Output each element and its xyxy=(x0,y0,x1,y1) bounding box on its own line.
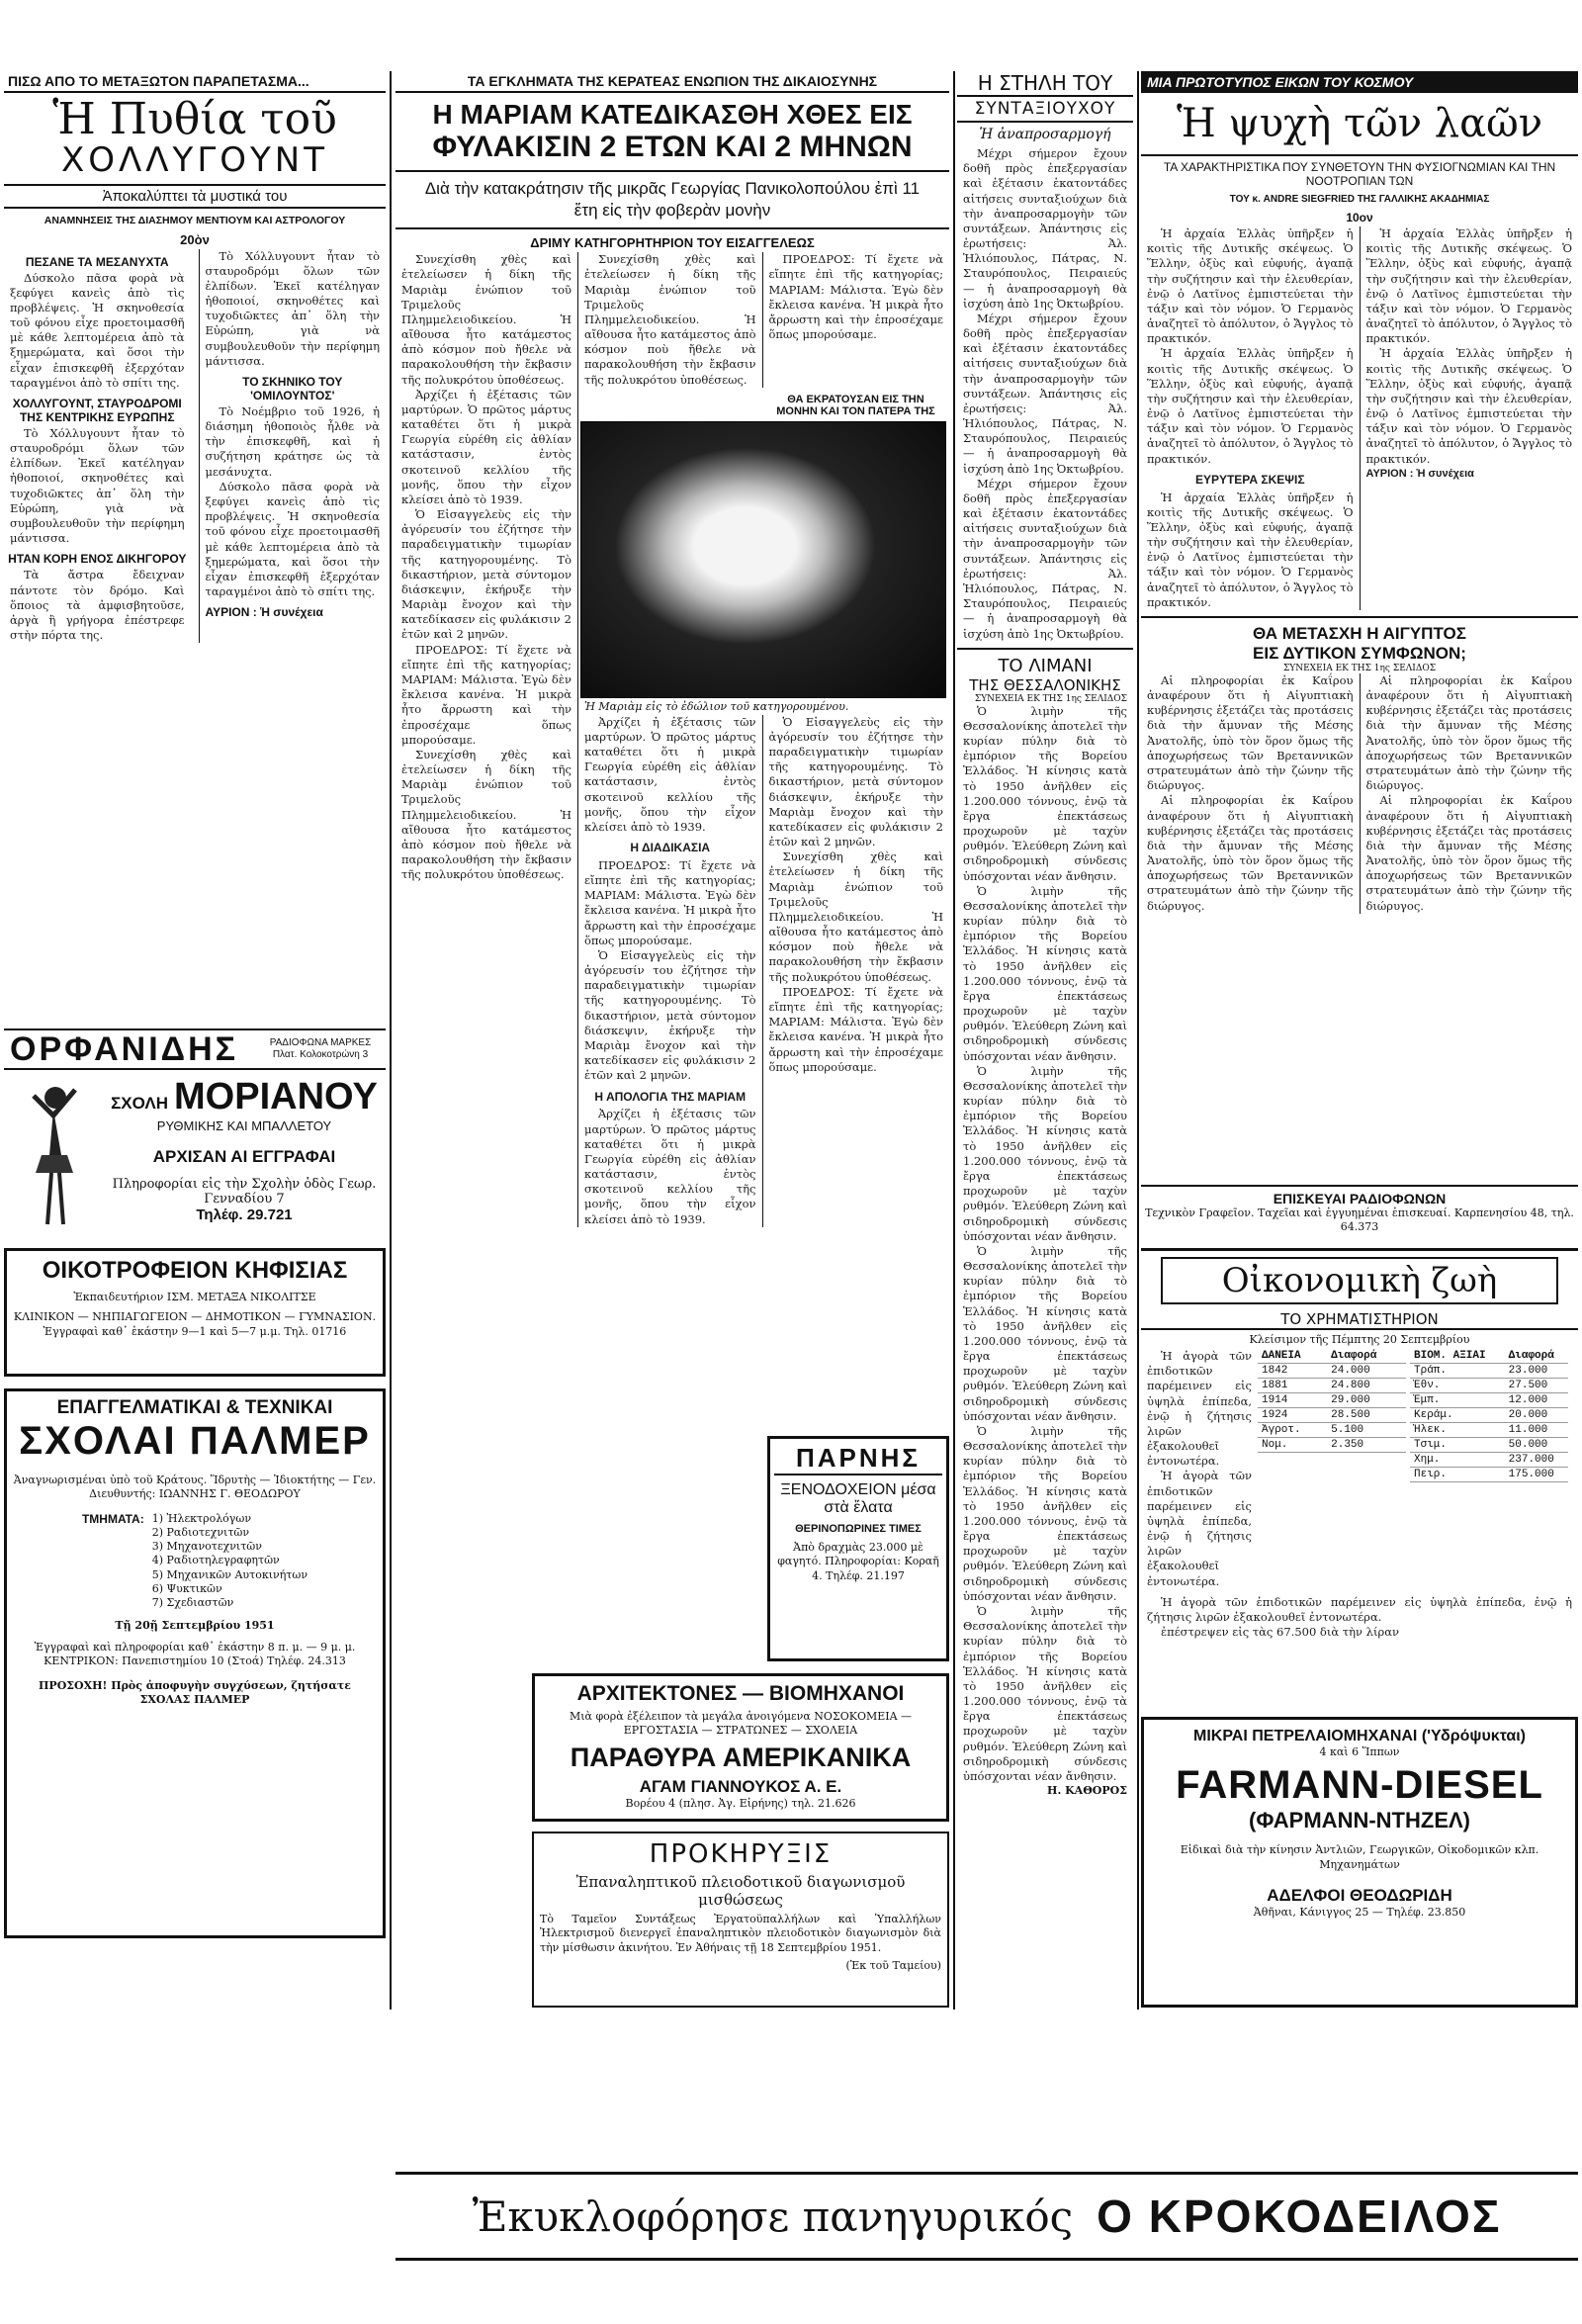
egypt-cont: ΣΥΝΕΧΕΙΑ ΕΚ ΤΗΣ 1ης ΣΕΛΙΔΟΣ xyxy=(1282,663,1437,673)
column-kicker: Η ΣΤΗΛΗ ΤΟΥ xyxy=(957,71,1133,97)
article-text: Αἱ πληροφορίαι ἐκ Καΐρου ἀναφέρουν ὅτι ἡ Αἰγυπτιακὴ κυβέρνησις ἐξετάζει τὰς προτάσεις διὰ τὴν ἄμυναν τῆς Μέσης Ἀνατολῆς, ὑπὸ τὸν ὅρον ὅμως τῆς ἀποχωρήσεως τῶν Βρεταννικῶν στρατευμάτων ἀπὸ τὴν ζώνην τῆς διώρυγος. xyxy=(1147,793,1354,913)
article-text: Τὸ Χόλλυγουντ ἦταν τὸ σταυροδρόμι ὅλων τῶν ἐλπίδων. Ἐκεῖ κατέληγαν ἠθοποιοί, σκηνοθέτες καὶ τυχοδιῶκτες ἀπ᾽ ὅλη τὴν Εὐρώπη, γιὰ νὰ συμβουλευθοῦν τὴν περίφημη μάντισσα. xyxy=(205,248,380,368)
ad-morianou-sub: ΡΥΘΜΙΚΗΣ ΚΑΙ ΜΠΑΛΛΕΤΟΥ xyxy=(156,1118,332,1133)
table-cell: Χημ. xyxy=(1410,1453,1505,1468)
table-row xyxy=(1258,1408,1406,1423)
table-cell: 23.000 xyxy=(1505,1364,1568,1379)
article-text: Τὸ Νοέμβριο τοῦ 1926, ἡ διάσημη ἠθοποιὸς ἦλθε νὰ τὴν ἐπισκεφθῆ, καὶ ἡ συζήτηση κράτησε ὡς τὰ μεσάνυχτα. xyxy=(205,403,380,479)
part-number: 20ὸν xyxy=(180,231,210,247)
ad-architects-sub: Μιὰ φορὰ ἐξέλειπον τὰ μεγάλα ἀνοιγόμενα ΝΟΣΟΚΟΜΕΙΑ — ΕΡΓΟΣΤΑΣΙΑ — ΣΤΡΑΤΩΝΕΣ — ΣΧΟΛΕΙΑ xyxy=(569,1710,913,1738)
article-text: Ὁ λιμὴν τῆς Θεσσαλονίκης ἀποτελεῖ τὴν κυρίαν πύλην διὰ τὸ ἐμπόριον τῆς Βορείου Ἑλλάδος. Ἡ κίνησις κατὰ τὸ 1950 ἀνῆλθεν εἰς 1.200.000 τόννους, ἐνῷ τὰ ἔργα ἐπεκτάσεως προχωροῦν μὲ ταχὺν ρυθμόν. Ἐλεύθερη Ζώνη καὶ σιδηροδρομικὴ σύνδεσις ὑπόσχονται νέαν ἄνθησιν. xyxy=(963,1603,1127,1783)
ad-palmer xyxy=(4,1388,386,1938)
dancer-icon xyxy=(4,1076,103,1234)
footer-banner xyxy=(396,2172,1578,2261)
ad-farmann-name-gr: (ΦΑΡΜΑΝΝ-ΝΤΗΖΕΛ) xyxy=(1249,1808,1470,1833)
kicker-pythia: ΠΙΣΩ ΑΠΟ ΤΟ ΜΕΤΑΞΩΤΟΝ ΠΑΡΑΠΕΤΑΣΜΑ... xyxy=(4,71,386,93)
ad-palmer-top: ΕΠΑΓΓΕΛΜΑΤΙΚΑΙ & ΤΕΧΝΙΚΑΙ xyxy=(56,1397,333,1418)
section-head-scene: ΤΟ ΣΚΗΝΙΚΟ ΤΟΥ 'ΟΜΙΛΟΥΝΤΟΣ' xyxy=(242,374,343,402)
table-cell: Ἐθν. xyxy=(1410,1379,1505,1393)
section-procedure: Η ΔΙΑΔΙΚΑΣΙΑ xyxy=(630,841,711,855)
table-cell: 1924 xyxy=(1258,1408,1327,1423)
article-text: Συνεχίσθη χθὲς καὶ ἐτελείωσεν ἡ δίκη τῆς Μαριὰμ ἐνώπιον τοῦ Τριμελοῦς Πλημμελειοδικείου. Ἡ αἴθουσα ἦτο κατάμεστος ἀπὸ κόσμον ποὺ ἤθελε νὰ παρακολουθήση τὴν ἔκβασιν τῆς πολυκρότου ὑποθέσεως. xyxy=(768,849,943,984)
article-text: Ὁ Εἰσαγγελεὺς εἰς τὴν ἀγόρευσίν του ἐζήτησε τὴν παραδειγματικὴν τιμωρίαν τῆς κατηγορουμένης. Τὸ δικαστήριον, μετὰ σύντομον διάσκεψιν, ἐκήρυξε τὴν Μαριὰμ ἔνοχον καὶ τὴν κατεδίκασεν εἰς φυλάκισιν 2 ἐτῶν καὶ 2 μηνῶν. xyxy=(768,714,943,849)
ad-farmann-hp: 4 καὶ 6 Ἵππων xyxy=(1319,1745,1400,1758)
ad-parnis-text: Ἀπὸ δραχμὰς 23.000 μὲ φαγητό. Πληροφορίαι: Κοραῆ 4. Τηλέφ. 21.197 xyxy=(777,1541,939,1582)
deck-pythia: Ἀποκαλύπτει τὰ μυστικά του xyxy=(4,184,386,209)
article-text: Ὁ Εἰσαγγελεὺς εἰς τὴν ἀγόρευσίν του ἐζήτησε τὴν παραδειγματικὴν τιμωρίαν τῆς κατηγορουμένης. Τὸ δικαστήριον, μετὰ σύντομον διάσκεψιν, ἐκήρυξε τὴν Μαριὰμ ἔνοχον καὶ τὴν κατεδίκασεν εἰς φυλάκισιν 2 ἐτῶν καὶ 2 μηνῶν. xyxy=(584,947,756,1083)
table-cell: 20.000 xyxy=(1505,1408,1568,1423)
notice-sub: Ἐπαναληπτικοῦ πλειοδοτικοῦ διαγωνισμοῦ μισθώσεως xyxy=(575,1873,906,1909)
article-text: Αἱ πληροφορίαι ἐκ Καΐρου ἀναφέρουν ὅτι ἡ Αἰγυπτιακὴ κυβέρνησις ἐξετάζει τὰς προτάσεις διὰ τὴν ἄμυναν τῆς Μέσης Ἀνατολῆς, ὑπὸ τὸν ὅρον ὅμως τῆς ἀποχωρήσεως τῶν Βρεταννικῶν στρατευμάτων ἀπὸ τὴν ζώνην τῆς διώρυγος. xyxy=(1365,672,1572,793)
column-1 xyxy=(4,71,386,1021)
article-text: Μέχρι σήμερον ἔχουν δοθῆ πρὸς ἐπεξεργασίαν καὶ ἐξέτασιν ἑκατοντάδες αἰτήσεις συνταξιούχων διὰ τὴν ἀναπροσαρμογὴν τῶν συντάξεων. Ἀπάντησις εἰς ἐρωτήσεις: Ἀλ. Ἡλιόπουλος, Πάτρας, Ν. Σταυρόπουλος, Πειραιεύς — ἡ ἀναπροσαρμογὴ θὰ ἰσχύση ἀπὸ 1ης Ὀκτωβρίου. xyxy=(963,476,1127,641)
article-text: Ὁ Εἰσαγγελεὺς εἰς τὴν ἀγόρευσίν του ἐζήτησε τὴν παραδειγματικὴν τιμωρίαν τῆς κατηγορουμένης. Τὸ δικαστήριον, μετὰ σύντομον διάσκεψιν, ἐκήρυξε τὴν Μαριὰμ ἔνοχον καὶ τὴν κατεδίκασεν εἰς φυλάκισιν 2 ἐτῶν καὶ 2 μηνῶν. xyxy=(401,507,571,642)
ad-farmann-text: Εἰδικαὶ διὰ τὴν κίνησιν Ἀντλιῶν, Γεωργικῶν, Οἰκοδομικῶν κλπ. Μηχανημάτων xyxy=(1180,1843,1539,1871)
article-text: Μέχρι σήμερον ἔχουν δοθῆ πρὸς ἐπεξεργασίαν καὶ ἐξέτασιν ἑκατοντάδες αἰτήσεις συνταξιούχων διὰ τὴν ἀναπροσαρμογὴν τῶν συντάξεων. Ἀπάντησις εἰς ἐρωτήσεις: Ἀλ. Ἡλιόπουλος, Πάτρας, Ν. Σταυρόπουλος, Πειραιεύς — ἡ ἀναπροσαρμογὴ θὰ ἰσχύση ἀπὸ 1ης Ὀκτωβρίου. xyxy=(963,146,1127,311)
ad-farmann-address: Ἀθῆναι, Κάνιγγος 25 — Τηλέφ. 23.850 xyxy=(1253,1905,1466,1919)
article-text: Ἀρχίζει ἡ ἐξέτασις τῶν μαρτύρων. Ὁ πρῶτος μάρτυς καταθέτει ὅτι ἡ μικρὰ Γεωργία εὑρέθη εἰς ἀθλίαν κατάστασιν, ἐντὸς σκοτεινοῦ κελλίου τῆς μονῆς, ὅπου τὴν εἶχον κλείσει ἀπὸ τὸ 1939. xyxy=(584,1107,756,1226)
economy-sub: ΤΟ ΧΡΗΜΑΤΙΣΤΗΡΙΟΝ xyxy=(1141,1310,1578,1330)
table-row xyxy=(1258,1438,1406,1453)
radio-head: ΕΠΙΣΚΕΥΑΙ ΡΑΔΙΟΦΩΝΩΝ xyxy=(1273,1191,1447,1207)
article-text: Ἡ ἀρχαία Ἑλλὰς ὑπῆρξεν ἡ κοιτὶς τῆς Δυτικῆς σκέψεως. Ὁ Ἕλλην, ὀξὺς καὶ εὐφυής, ἀγαπᾷ τὴν συζήτησιν καὶ τὴν ἐλευθερίαν, ἐνῷ ὁ Λατῖνος ἐμπιστεύεται τὴν τάξιν καὶ τὸν νόμον. Ὁ Γερμανὸς ἀναζητεῖ τὸ ἀπόλυτον, ὁ Ἄγγλος τὸ πρακτικόν. xyxy=(1365,226,1572,346)
column-title: ΣΥΝΤΑΞΙΟΥΧΟΥ xyxy=(957,97,1133,123)
ad-palmer-name: ΣΧΟΛΑΙ ΠΑΛΜΕΡ xyxy=(19,1419,371,1463)
footer-lead: Ἐκυκλοφόρησε πανηγυρικός xyxy=(472,2191,1074,2241)
ad-morianou-phone: Τηλέφ. 29.721 xyxy=(196,1207,293,1223)
economy-title: Οἰκονομικὴ ζωὴ xyxy=(1161,1257,1558,1304)
headline-pythia-line1: Ἡ Πυθία τοῦ xyxy=(52,94,337,144)
department-item: 7) Σχεδιαστῶν xyxy=(151,1596,234,1610)
ad-architects xyxy=(532,1673,949,1822)
ad-parnis-title: ΠΑΡΝΗΣ xyxy=(774,1443,942,1475)
section-head-midnight: ΠΕΣΑΝΕ ΤΑ ΜΕΣΑΝΥΧΤΑ xyxy=(25,254,169,269)
deck-souls: ΤΑ ΧΑΡΑΚΤΗΡΙΣΤΙΚΑ ΠΟΥ ΣΥΝΘΕΤΟΥΝ ΤΗΝ ΦΥΣΙΟΓΝΩΜΙΑΝ ΚΑΙ ΤΗΝ ΝΟΟΤΡΟΠΙΑΝ ΤΩΝ xyxy=(1141,154,1578,188)
ad-parnis-prices: ΘΕΡΙΝΟΠΩΡΙΝΕΣ ΤΙΜΕΣ xyxy=(795,1523,922,1535)
department-item: 2) Ραδιοτεχνιτῶν xyxy=(151,1525,250,1539)
department-item: 6) Ψυκτικῶν xyxy=(151,1582,222,1596)
table-cell: 27.500 xyxy=(1505,1379,1568,1393)
department-item: 4) Ραδιοτηλεγραφητῶν xyxy=(151,1554,280,1567)
section-apology: Η ΑΠΟΛΟΓΙΑ ΤΗΣ ΜΑΡΙΑΜ xyxy=(594,1089,747,1104)
table-cell: 12.000 xyxy=(1505,1393,1568,1408)
ad-orfanidis xyxy=(4,1028,386,1070)
article-text: Ἡ ἀρχαία Ἑλλὰς ὑπῆρξεν ἡ κοιτὶς τῆς Δυτικῆς σκέψεως. Ὁ Ἕλλην, ὀξὺς καὶ εὐφυής, ἀγαπᾷ τὴν συζήτησιν καὶ τὴν ἐλευθερίαν, ἐνῷ ὁ Λατῖνος ἐμπιστεύεται τὴν τάξιν καὶ τὸν νόμον. Ὁ Γερμανὸς ἀναζητεῖ τὸ ἀπόλυτον, ὁ Ἄγγλος τὸ πρακτικόν. xyxy=(1365,346,1572,466)
article-text: Ἡ ἀγορὰ τῶν ἐπιδοτικῶν παρέμεινεν εἰς ὑψηλὰ ἐπίπεδα, ἐνῷ ἡ ζήτησις λιρῶν ἐξακολουθεῖ ἐντονωτέρα. xyxy=(1147,1469,1252,1588)
section-head-lawyer: ΗΤΑΝ ΚΟΡΗ ΕΝΟΣ ΔΙΚΗΓΟΡΟΥ xyxy=(8,552,187,567)
table-cell: 11.000 xyxy=(1505,1423,1568,1438)
headline-souls: Ἡ ψυχὴ τῶν λαῶν xyxy=(1176,101,1543,146)
table-cell: 1914 xyxy=(1258,1393,1327,1408)
article-text: Δύσκολο πᾶσα φορὰ νὰ ξεφύγει κανεὶς ἀπὸ τὶς προβλέψεις. Ἡ σκηνοθεσία τοῦ φόνου εἶχε προετοιμασθῆ μὲ κάθε λεπτομέρεια ἀπὸ τὰ ξημερώματα, καὶ ὅσοι τὴν εἶχαν ἐπισκεφθῆ ἐξερχόταν ταραγμένοι ἀπὸ τὸ σπίτι της. xyxy=(10,270,185,390)
ad-orfanidis-side: ΡΑΔΙΟΦΩΝΑ ΜΑΡΚΕΣ Πλατ. Κολοκοτρώνη 3 xyxy=(269,1037,372,1060)
article-text: Ἀρχίζει ἡ ἐξέτασις τῶν μαρτύρων. Ὁ πρῶτος μάρτυς καταθέτει ὅτι ἡ μικρὰ Γεωργία εὑρέθη εἰς ἀθλίαν κατάστασιν, ἐντὸς σκοτεινοῦ κελλίου τῆς μονῆς, ὅπου τὴν εἶχον κλείσει ἀπὸ τὸ 1939. xyxy=(584,714,756,834)
table-row xyxy=(1258,1379,1406,1393)
bonds-table xyxy=(1258,1349,1406,1453)
article-text: Ἡ ἀρχαία Ἑλλὰς ὑπῆρξεν ἡ κοιτὶς τῆς Δυτικῆς σκέψεως. Ὁ Ἕλλην, ὀξὺς καὶ εὐφυής, ἀγαπᾷ τὴν συζήτησιν καὶ τὴν ἐλευθερίαν, ἐνῷ ὁ Λατῖνος ἐμπιστεύεται τὴν τάξιν καὶ τὸν νόμον. Ὁ Γερμανὸς ἀναζητεῖ τὸ ἀπόλυτον, ὁ Ἄγγλος τὸ πρακτικόν. xyxy=(1147,490,1354,609)
column-subtitle: Ἡ ἀναπροσαρμογή xyxy=(979,127,1111,142)
ad-morianou-info: Πληροφορίαι εἰς τὴν Σχολὴν ὁδὸς Γεωρ. Γενναδίου 7 xyxy=(112,1177,377,1207)
sovereign-price: ἐπέστρεψεν εἰς τὰς 67.500 διὰ τὴν λίραν xyxy=(1161,1625,1399,1640)
section-wider-thinking: ΕΥΡΥΤΕΡΑ ΣΚΕΨΙΣ xyxy=(1194,472,1305,487)
section-head-hollywood: ΧΟΛΛΥΓΟΥΝΤ, ΣΤΑΥΡΟΔΡΟΜΙ ΤΗΣ ΚΕΝΤΡΙΚΗΣ ΕΥΡΩΠΗΣ xyxy=(12,396,182,424)
table-cell: 1842 xyxy=(1258,1364,1327,1379)
harbor-head-1: ΤΟ ΛΙΜΑΝΙ xyxy=(998,655,1093,676)
photo-head: ΘΑ ΕΚΡΑΤΟΥΣΑΝ ΕΙΣ ΤΗΝ ΜΟΝΗΝ ΚΑΙ ΤΟΝ ΠΑΤΕΡΑ ΤΗΣ xyxy=(776,393,935,417)
continue-tomorrow: ΑΥΡΙΟΝ : Ἡ συνέχεια xyxy=(1365,467,1474,480)
table-cell: 1881 xyxy=(1258,1379,1327,1393)
article-text: ΠΡΟΕΔΡΟΣ: Τί ἔχετε νὰ εἴπητε ἐπὶ τῆς κατηγορίας; ΜΑΡΙΑΜ: Μάλιστα. Ἐγὼ δὲν ἔκλεισα κανένα. Ἡ μικρὰ ἦτο ἄρρωστη καὶ τὴν ἐπροσέχαμε ὅπως μπορούσαμε. xyxy=(584,857,756,947)
ad-palmer-depts xyxy=(152,1512,308,1611)
article-text: Ὁ λιμὴν τῆς Θεσσαλονίκης ἀποτελεῖ τὴν κυρίαν πύλην διὰ τὸ ἐμπόριον τῆς Βορείου Ἑλλάδος. Ἡ κίνησις κατὰ τὸ 1950 ἀνῆλθεν εἰς 1.200.000 τόννους, ἐνῷ τὰ ἔργα ἐπεκτάσεως προχωροῦν μὲ ταχὺν ρυθμόν. Ἐλεύθερη Ζώνη καὶ σιδηροδρομικὴ σύνδεσις ὑπόσχονται νέαν ἄνθησιν. xyxy=(963,883,1127,1063)
ad-parnis xyxy=(767,1436,949,1661)
article-text: Μέχρι σήμερον ἔχουν δοθῆ πρὸς ἐπεξεργασίαν καὶ ἐξέτασιν ἑκατοντάδες αἰτήσεις συνταξιούχων διὰ τὴν ἀναπροσαρμογὴν τῶν συντάξεων. Ἀπάντησις εἰς ἐρωτήσεις: Ἀλ. Ἡλιόπουλος, Πάτρας, Ν. Σταυρόπουλος, Πειραιεύς — ἡ ἀναπροσαρμογὴ θὰ ἰσχύση ἀπὸ 1ης Ὀκτωβρίου. xyxy=(963,311,1127,476)
table-header: ΒΙΟΜ. ΑΞΙΑΙ xyxy=(1410,1349,1505,1364)
kicker-keratea: ΤΑ ΕΓΚΛΗΜΑΤΑ ΤΗΣ ΚΕΡΑΤΕΑΣ ΕΝΩΠΙΟΝ ΤΗΣ ΔΙΚΑΙΟΣΥΝΗΣ xyxy=(396,71,949,93)
ad-palmer-address: Ἐγγραφαὶ καὶ πληροφορίαι καθ᾽ ἑκάστην 8 π. μ. — 9 μ. μ. ΚΕΝΤΡΙΚΟΝ: Πανεπιστημίου 10 (Στοά) Τηλέφ. 24.313 xyxy=(34,1640,356,1668)
table-cell: Ἀγροτ. xyxy=(1258,1423,1327,1438)
article-text: ΠΡΟΕΔΡΟΣ: Τί ἔχετε νὰ εἴπητε ἐπὶ τῆς κατηγορίας; ΜΑΡΙΑΜ: Μάλιστα. Ἐγὼ δὲν ἔκλεισα κανένα. Ἡ μικρὰ ἦτο ἄρρωστη καὶ τὴν ἐπροσέχαμε ὅπως μπορούσαμε. xyxy=(401,642,571,747)
table-header: Διαφορά xyxy=(1327,1349,1406,1364)
subhead-prosecutor: ΔΡΙΜΥ ΚΑΤΗΓΟΡΗΤΗΡΙΟΝ ΤΟΥ ΕΙΣΑΓΓΕΛΕΩΣ xyxy=(530,235,815,251)
headline-pythia-line2: ΧΟΛΛΥΓΟΥΝΤ xyxy=(60,140,328,181)
byline-pythia: ΑΝΑΜΝΗΣΕΙΣ ΤΗΣ ΔΙΑΣΗΜΟΥ ΜΕΝΤΙΟΥΜ ΚΑΙ ΑΣΤΡΟΛΟΓΟΥ xyxy=(44,214,346,226)
table-row xyxy=(1258,1423,1406,1438)
notice-prokiryxis xyxy=(532,1832,949,2008)
footer-name: Ο ΚΡΟΚΟΔΕΙΛΟΣ xyxy=(1097,2190,1502,2242)
ad-palmer-note: ΠΡΟΣΟΧΗ! Πρὸς ἀποφυγὴν συγχύσεων, ζητήσατε ΣΧΟΛΑΣ ΠΑΛΜΕΡ xyxy=(39,1678,351,1706)
article-text: Συνεχίσθη χθὲς καὶ ἐτελείωσεν ἡ δίκη τῆς Μαριὰμ ἐνώπιον τοῦ Τριμελοῦς Πλημμελειοδικείου. Ἡ αἴθουσα ἦτο κατάμεστος ἀπὸ κόσμον ποὺ ἤθελε νὰ παρακολουθήση τὴν ἔκβασιν τῆς πολυκρότου ὑποθέσεως. xyxy=(584,252,756,387)
table-cell: Ἠλεκ. xyxy=(1410,1423,1505,1438)
column-rule xyxy=(390,71,392,2010)
table-header: Διαφορά xyxy=(1505,1349,1568,1364)
table-header: ΔΑΝΕΙΑ xyxy=(1258,1349,1327,1364)
economy-section xyxy=(1141,1248,1578,1703)
ad-farmann-diesel xyxy=(1141,1717,1578,2008)
table-row xyxy=(1258,1364,1406,1379)
ad-palmer-date: Τῇ 20ῇ Σεπτεμβρίου 1951 xyxy=(115,1618,275,1632)
table-row xyxy=(1410,1364,1568,1379)
continue-tomorrow: ΑΥΡΙΟΝ : Ἡ συνέχεια xyxy=(205,605,323,620)
table-cell: Πειρ. xyxy=(1410,1468,1505,1482)
harbor-head-2: ΤΗΣ ΘΕΣΣΑΛΟΝΙΚΗΣ xyxy=(969,675,1121,694)
article-text: Ὁ λιμὴν τῆς Θεσσαλονίκης ἀποτελεῖ τὴν κυρίαν πύλην διὰ τὸ ἐμπόριον τῆς Βορείου Ἑλλάδος. Ἡ κίνησις κατὰ τὸ 1950 ἀνῆλθεν εἰς 1.200.000 τόννους, ἐνῷ τὰ ἔργα ἐπεκτάσεως προχωροῦν μὲ ταχὺν ρυθμόν. Ἐλεύθερη Ζώνη καὶ σιδηροδρομικὴ σύνδεσις ὑπόσχονται νέαν ἄνθησιν. xyxy=(963,1423,1127,1603)
ad-farmann-dealer: ΑΔΕΛΦΟΙ ΘΕΟΔΩΡΙΔΗ xyxy=(1267,1885,1452,1905)
stocks-table xyxy=(1410,1349,1568,1482)
ad-orfanidis-title: ΟΡΦΑΝΙΔΗΣ xyxy=(10,1029,239,1068)
article-text: Τὸ Χόλλυγουντ ἦταν τὸ σταυροδρόμι ὅλων τῶν ἐλπίδων. Ἐκεῖ κατέληγαν ἠθοποιοί, σκηνοθέτες καὶ τυχοδιῶκτες ἀπ᾽ ὅλη τὴν Εὐρώπη, γιὰ νὰ συμβουλευθοῦν τὴν περίφημη μάντισσα. xyxy=(10,425,185,546)
table-row xyxy=(1410,1393,1568,1408)
article-text: Ἡ ἀγορὰ τῶν ἐπιδοτικῶν παρέμεινεν εἰς ὑψηλὰ ἐπίπεδα, ἐνῷ ἡ ζήτησις λιρῶν ἐξακολουθεῖ ἐντονωτέρα. xyxy=(1147,1349,1252,1469)
harbor-cont: ΣΥΝΕΧΕΙΑ ΕΚ ΤΗΣ 1ης ΣΕΛΙΔΟΣ xyxy=(974,693,1127,704)
notice-title: ΠΡΟΚΗΡΥΞΙΣ xyxy=(649,1839,833,1869)
article-text: Ὁ λιμὴν τῆς Θεσσαλονίκης ἀποτελεῖ τὴν κυρίαν πύλην διὰ τὸ ἐμπόριον τῆς Βορείου Ἑλλάδος. Ἡ κίνησις κατὰ τὸ 1950 ἀνῆλθεν εἰς 1.200.000 τόννους, ἐνῷ τὰ ἔργα ἐπεκτάσεως προχωροῦν μὲ ταχὺν ρυθμόν. Ἐλεύθερη Ζώνη καὶ σιδηροδρομικὴ σύνδεσις ὑπόσχονται νέαν ἄνθησιν. xyxy=(963,1063,1127,1243)
table-row xyxy=(1410,1379,1568,1393)
column-rule xyxy=(1137,71,1139,2010)
economy-date: Κλείσιμον τῆς Πέμπτης 20 Σεπτεμβρίου xyxy=(1249,1333,1470,1346)
radio-text: Τεχνικὸν Γραφεῖον. Ταχεῖαι καὶ ἐγγυημέναι ἐπισκευαί. Καρπενησίου 48, τηλ. 64.373 xyxy=(1145,1207,1574,1234)
table-cell: Κεράμ. xyxy=(1410,1408,1505,1423)
column-signature: Η. ΚΑΘΟΡΟΣ xyxy=(1047,1784,1127,1798)
department-item: 5) Μηχανικῶν Αυτοκινήτων xyxy=(151,1567,308,1581)
table-cell: 24.000 xyxy=(1327,1364,1406,1379)
column-rule xyxy=(953,71,955,2010)
ad-kifisia xyxy=(4,1248,386,1377)
table-cell: 24.800 xyxy=(1327,1379,1406,1393)
egypt-head-2: ΕΙΣ ΔΥΤΙΚΟΝ ΣΥΜΦΩΝΟΝ; xyxy=(1253,643,1466,663)
article-text: Ἀρχίζει ἡ ἐξέτασις τῶν μαρτύρων. Ὁ πρῶτος μάρτυς καταθέτει ὅτι ἡ μικρὰ Γεωργία εὑρέθη εἰς ἀθλίαν κατάστασιν, ἐντὸς σκοτεινοῦ κελλίου τῆς μονῆς, ὅπου τὴν εἶχον κλείσει ἀπὸ τὸ 1939. xyxy=(401,387,571,506)
department-item: 1) Ἠλεκτρολόγων xyxy=(151,1511,252,1525)
deck-mariam: Διὰ τὴν κατακράτησιν τῆς μικρᾶς Γεωργίας Πανικολοπούλου ἐπὶ 11 ἔτη εἰς τὴν φοβερὰν μονὴν xyxy=(424,179,921,221)
table-cell: Νομ. xyxy=(1258,1438,1327,1453)
article-text: Τὰ ἄστρα ἔδειχναν πάντοτε τὸν δρόμο. Καὶ ὅποιος τὰ ἀμφισβητοῦσε, ἀργὰ ἢ γρήγορα ἐπέστρεφε στὴν πόρτα της. xyxy=(10,568,185,643)
department-item: 3) Μηχανοτεχνιτῶν xyxy=(151,1540,262,1554)
notice-sign: (Ἐκ τοῦ Ταμείου) xyxy=(845,1958,941,1972)
table-row xyxy=(1410,1438,1568,1453)
ad-farmann-name: FARMANN-DIESEL xyxy=(1176,1763,1543,1808)
egypt-head-1: ΘΑ ΜΕΤΑΣΧΗ Η ΑΙΓΥΠΤΟΣ xyxy=(1253,623,1466,643)
table-cell: 5.100 xyxy=(1327,1423,1406,1438)
table-row xyxy=(1258,1393,1406,1408)
article-text: Ἡ ἀγορὰ τῶν ἐπιδοτικῶν παρέμεινεν εἰς ὑψηλὰ ἐπίπεδα, ἐνῷ ἡ ζήτησις λιρῶν ἐξακολουθεῖ ἐντονωτέρα. xyxy=(1147,1594,1572,1624)
photo-caption: Ἡ Μαριὰμ εἰς τὸ ἑδώλιον τοῦ κατηγορουμένου. xyxy=(584,699,849,713)
kicker-souls: ΜΙΑ ΠΡΩΤΟΤΥΠΟΣ ΕΙΚΩΝ ΤΟΥ ΚΟΣΜΟΥ xyxy=(1141,71,1578,93)
table-row xyxy=(1410,1453,1568,1468)
ad-kifisia-title: ΟΙΚΟΤΡΟΦΕΙΟΝ ΚΗΦΙΣΙΑΣ xyxy=(42,1257,348,1284)
article-text: Ὁ λιμὴν τῆς Θεσσαλονίκης ἀποτελεῖ τὴν κυρίαν πύλην διὰ τὸ ἐμπόριον τῆς Βορείου Ἑλλάδος. Ἡ κίνησις κατὰ τὸ 1950 ἀνῆλθεν εἰς 1.200.000 τόννους, ἐνῷ τὰ ἔργα ἐπεκτάσεως προχωροῦν μὲ ταχὺν ρυθμόν. Ἐλεύθερη Ζώνη καὶ σιδηροδρομικὴ σύνδεσις ὑπόσχονται νέαν ἄνθησιν. xyxy=(963,703,1127,883)
table-cell: 28.500 xyxy=(1327,1408,1406,1423)
table-cell: Τσιμ. xyxy=(1410,1438,1505,1453)
ad-architects-title: ΑΡΧΙΤΕΚΤΟΝΕΣ — ΒΙΟΜΗΧΑΝΟΙ xyxy=(576,1682,905,1705)
table-cell: 50.000 xyxy=(1505,1438,1568,1453)
table-row xyxy=(1410,1408,1568,1423)
column-4 xyxy=(1141,71,1578,1179)
ad-morianou-name: ΜΟΡΙΑΝΟΥ xyxy=(174,1076,378,1117)
article-text: Ἡ ἀρχαία Ἑλλὰς ὑπῆρξεν ἡ κοιτὶς τῆς Δυτικῆς σκέψεως. Ὁ Ἕλλην, ὀξὺς καὶ εὐφυής, ἀγαπᾷ τὴν συζήτησιν καὶ τὴν ἐλευθερίαν, ἐνῷ ὁ Λατῖνος ἐμπιστεύεται τὴν τάξιν καὶ τὸν νόμον. Ὁ Γερμανὸς ἀναζητεῖ τὸ ἀπόλυτον, ὁ Ἄγγλος τὸ πρακτικόν. xyxy=(1147,346,1354,466)
table-row xyxy=(1410,1468,1568,1482)
ad-morianou xyxy=(4,1076,386,1236)
table-cell: 2.350 xyxy=(1327,1438,1406,1453)
ad-architects-address: Βορέου 4 (πλησ. Ἀγ. Εἰρήνης) τηλ. 21.626 xyxy=(625,1796,856,1810)
table-row xyxy=(1410,1423,1568,1438)
ad-palmer-depts-title: ΤΜΗΜΑΤΑ: xyxy=(81,1511,144,1526)
article-text: ΠΡΟΕΔΡΟΣ: Τί ἔχετε νὰ εἴπητε ἐπὶ τῆς κατηγορίας; ΜΑΡΙΑΜ: Μάλιστα. Ἐγὼ δὲν ἔκλεισα κανένα. Ἡ μικρὰ ἦτο ἄρρωστη καὶ τὴν ἐπροσέχαμε ὅπως μπορούσαμε. xyxy=(768,252,943,342)
photo-mariam xyxy=(580,421,946,698)
table-cell: 237.000 xyxy=(1505,1453,1568,1468)
article-text: Δύσκολο πᾶσα φορὰ νὰ ξεφύγει κανεὶς ἀπὸ τὶς προβλέψεις. Ἡ σκηνοθεσία τοῦ φόνου εἶχε προετοιμασθῆ μὲ κάθε λεπτομέρεια ἀπὸ τὰ ξημερώματα, καὶ ὅσοι τὴν εἶχαν ἐπισκεφθῆ ἐξερχόταν ταραγμένοι ἀπὸ τὸ σπίτι της. xyxy=(205,479,380,599)
table-cell: Τράπ. xyxy=(1410,1364,1505,1379)
article-text: Συνεχίσθη χθὲς καὶ ἐτελείωσεν ἡ δίκη τῆς Μαριὰμ ἐνώπιον τοῦ Τριμελοῦς Πλημμελειοδικείου. Ἡ αἴθουσα ἦτο κατάμεστος ἀπὸ κόσμον ποὺ ἤθελε νὰ παρακολουθήση τὴν ἔκβασιν τῆς πολυκρότου ὑποθέσεως. xyxy=(401,252,571,387)
table-cell: 29.000 xyxy=(1327,1393,1406,1408)
article-text: Ἡ ἀρχαία Ἑλλὰς ὑπῆρξεν ἡ κοιτὶς τῆς Δυτικῆς σκέψεως. Ὁ Ἕλλην, ὀξὺς καὶ εὐφυής, ἀγαπᾷ τὴν συζήτησιν καὶ τὴν ἐλευθερίαν, ἐνῷ ὁ Λατῖνος ἐμπιστεύεται τὴν τάξιν καὶ τὸν νόμον. Ὁ Γερμανὸς ἀναζητεῖ τὸ ἀπόλυτον, ὁ Ἄγγλος τὸ πρακτικόν. xyxy=(1147,226,1354,346)
ad-morianou-start: ΑΡΧΙΣΑΝ ΑΙ ΕΓΓΡΑΦΑΙ xyxy=(152,1147,336,1166)
article-text: Ὁ λιμὴν τῆς Θεσσαλονίκης ἀποτελεῖ τὴν κυρίαν πύλην διὰ τὸ ἐμπόριον τῆς Βορείου Ἑλλάδος. Ἡ κίνησις κατὰ τὸ 1950 ἀνῆλθεν εἰς 1.200.000 τόννους, ἐνῷ τὰ ἔργα ἐπεκτάσεως προχωροῦν μὲ ταχὺν ρυθμόν. Ἐλεύθερη Ζώνη καὶ σιδηροδρομικὴ σύνδεσις ὑπόσχονται νέαν ἄνθησιν. xyxy=(963,1243,1127,1423)
article-text: Αἱ πληροφορίαι ἐκ Καΐρου ἀναφέρουν ὅτι ἡ Αἰγυπτιακὴ κυβέρνησις ἐξετάζει τὰς προτάσεις διὰ τὴν ἄμυναν τῆς Μέσης Ἀνατολῆς, ὑπὸ τὸν ὅρον ὅμως τῆς ἀποχωρήσεως τῶν Βρεταννικῶν στρατευμάτων ἀπὸ τὴν ζώνην τῆς διώρυγος. xyxy=(1365,793,1572,913)
ad-architects-big: ΠΑΡΑΘΥΡΑ ΑΜΕΡΙΚΑΝΙΚΑ xyxy=(570,1742,912,1772)
ad-farmann-top: ΜΙΚΡΑΙ ΠΕΤΡΕΛΑΙΟΜΗΧΑΝΑΙ ('Υδρόψυκται) xyxy=(1192,1728,1526,1744)
article-text: Αἱ πληροφορίαι ἐκ Καΐρου ἀναφέρουν ὅτι ἡ Αἰγυπτιακὴ κυβέρνησις ἐξετάζει τὰς προτάσεις διὰ τὴν ἄμυναν τῆς Μέσης Ἀνατολῆς, ὑπὸ τὸν ὅρον ὅμως τῆς ἀποχωρήσεως τῶν Βρεταννικῶν στρατευμάτων ἀπὸ τὴν ζώνην τῆς διώρυγος. xyxy=(1147,672,1354,793)
ad-radio-repairs xyxy=(1141,1185,1578,1244)
part-number: 10ον xyxy=(1346,211,1373,224)
table-cell: Ἐμπ. xyxy=(1410,1393,1505,1408)
article-text: Συνεχίσθη χθὲς καὶ ἐτελείωσεν ἡ δίκη τῆς Μαριὰμ ἐνώπιον τοῦ Τριμελοῦς Πλημμελειοδικείου. Ἡ αἴθουσα ἦτο κατάμεστος ἀπὸ κόσμον ποὺ ἤθελε νὰ παρακολουθήση τὴν ἔκβασιν τῆς πολυκρότου ὑποθέσεως. xyxy=(401,747,571,882)
ad-morianou-school: ΣΧΟΛΗ xyxy=(111,1094,169,1113)
column-3 xyxy=(957,71,1133,2010)
ad-kifisia-sub: Ἐκπαιδευτήριον ΙΣΜ. ΜΕΤΑΞΑ ΝΙΚΟΛΙΤΣΕ xyxy=(73,1291,316,1303)
ad-parnis-sub: ΞΕΝΟΔΟΧΕΙΟΝ μέσα στὰ ἔλατα xyxy=(780,1481,936,1516)
ad-palmer-text: Ἀναγνωρισμέναι ὑπὸ τοῦ Κράτους. Ἵδρυτὴς — Ἰδιοκτήτης — Γεν. Διευθυντής: ΙΩΑΝΝΗΣ Γ. ΘΕΟΔΩΡΟΥ xyxy=(13,1474,377,1501)
ad-kifisia-text: ΚΛΙΝΙΚΟΝ — ΝΗΠΙΑΓΩΓΕΙΟΝ — ΔΗΜΟΤΙΚΟΝ — ΓΥΜΝΑΣΙΟΝ. Ἐγγραφαὶ καθ᾽ ἑκάστην 9—1 καὶ 5—7 μ.μ. Τηλ. 01716 xyxy=(13,1310,377,1338)
headline-pythia xyxy=(4,94,386,181)
table-cell: 175.000 xyxy=(1505,1468,1568,1482)
ad-architects-company: ΑΓΑΜ ΓΙΑΝΝΟΥΚΟΣ Α. Ε. xyxy=(639,1776,842,1796)
byline-souls: ΤΟΥ κ. ANDRE SIEGFRIED ΤΗΣ ΓΑΛΛΙΚΗΣ ΑΚΑΔΗΜΙΑΣ xyxy=(1229,194,1490,205)
headline-mariam-2: ΦΥΛΑΚΙΣΙΝ 2 ΕΤΩΝ ΚΑΙ 2 ΜΗΝΩΝ xyxy=(432,131,913,163)
headline-mariam-1: Η ΜΑΡΙΑΜ ΚΑΤΕΔΙΚΑΣΘΗ ΧΘΕΣ ΕΙΣ xyxy=(432,99,913,130)
notice-text: Τὸ Ταμεῖον Συντάξεως Ἐργατοϋπαλλήλων καὶ Ὑπαλλήλων Ἠλεκτρισμοῦ διενεργεῖ ἐπαναληπτικὸν πλειοδοτικὸν διαγωνισμὸν διὰ τὴν μίσθωσιν ἀκινήτου. Ἐν Ἀθήναις τῇ 18 Σεπτεμβρίου 1951. xyxy=(540,1913,941,1954)
article-text: ΠΡΟΕΔΡΟΣ: Τί ἔχετε νὰ εἴπητε ἐπὶ τῆς κατηγορίας; ΜΑΡΙΑΜ: Μάλιστα. Ἐγὼ δὲν ἔκλεισα κανένα. Ἡ μικρὰ ἦτο ἄρρωστη καὶ τὴν ἐπροσέχαμε ὅπως μπορούσαμε. xyxy=(768,984,943,1074)
